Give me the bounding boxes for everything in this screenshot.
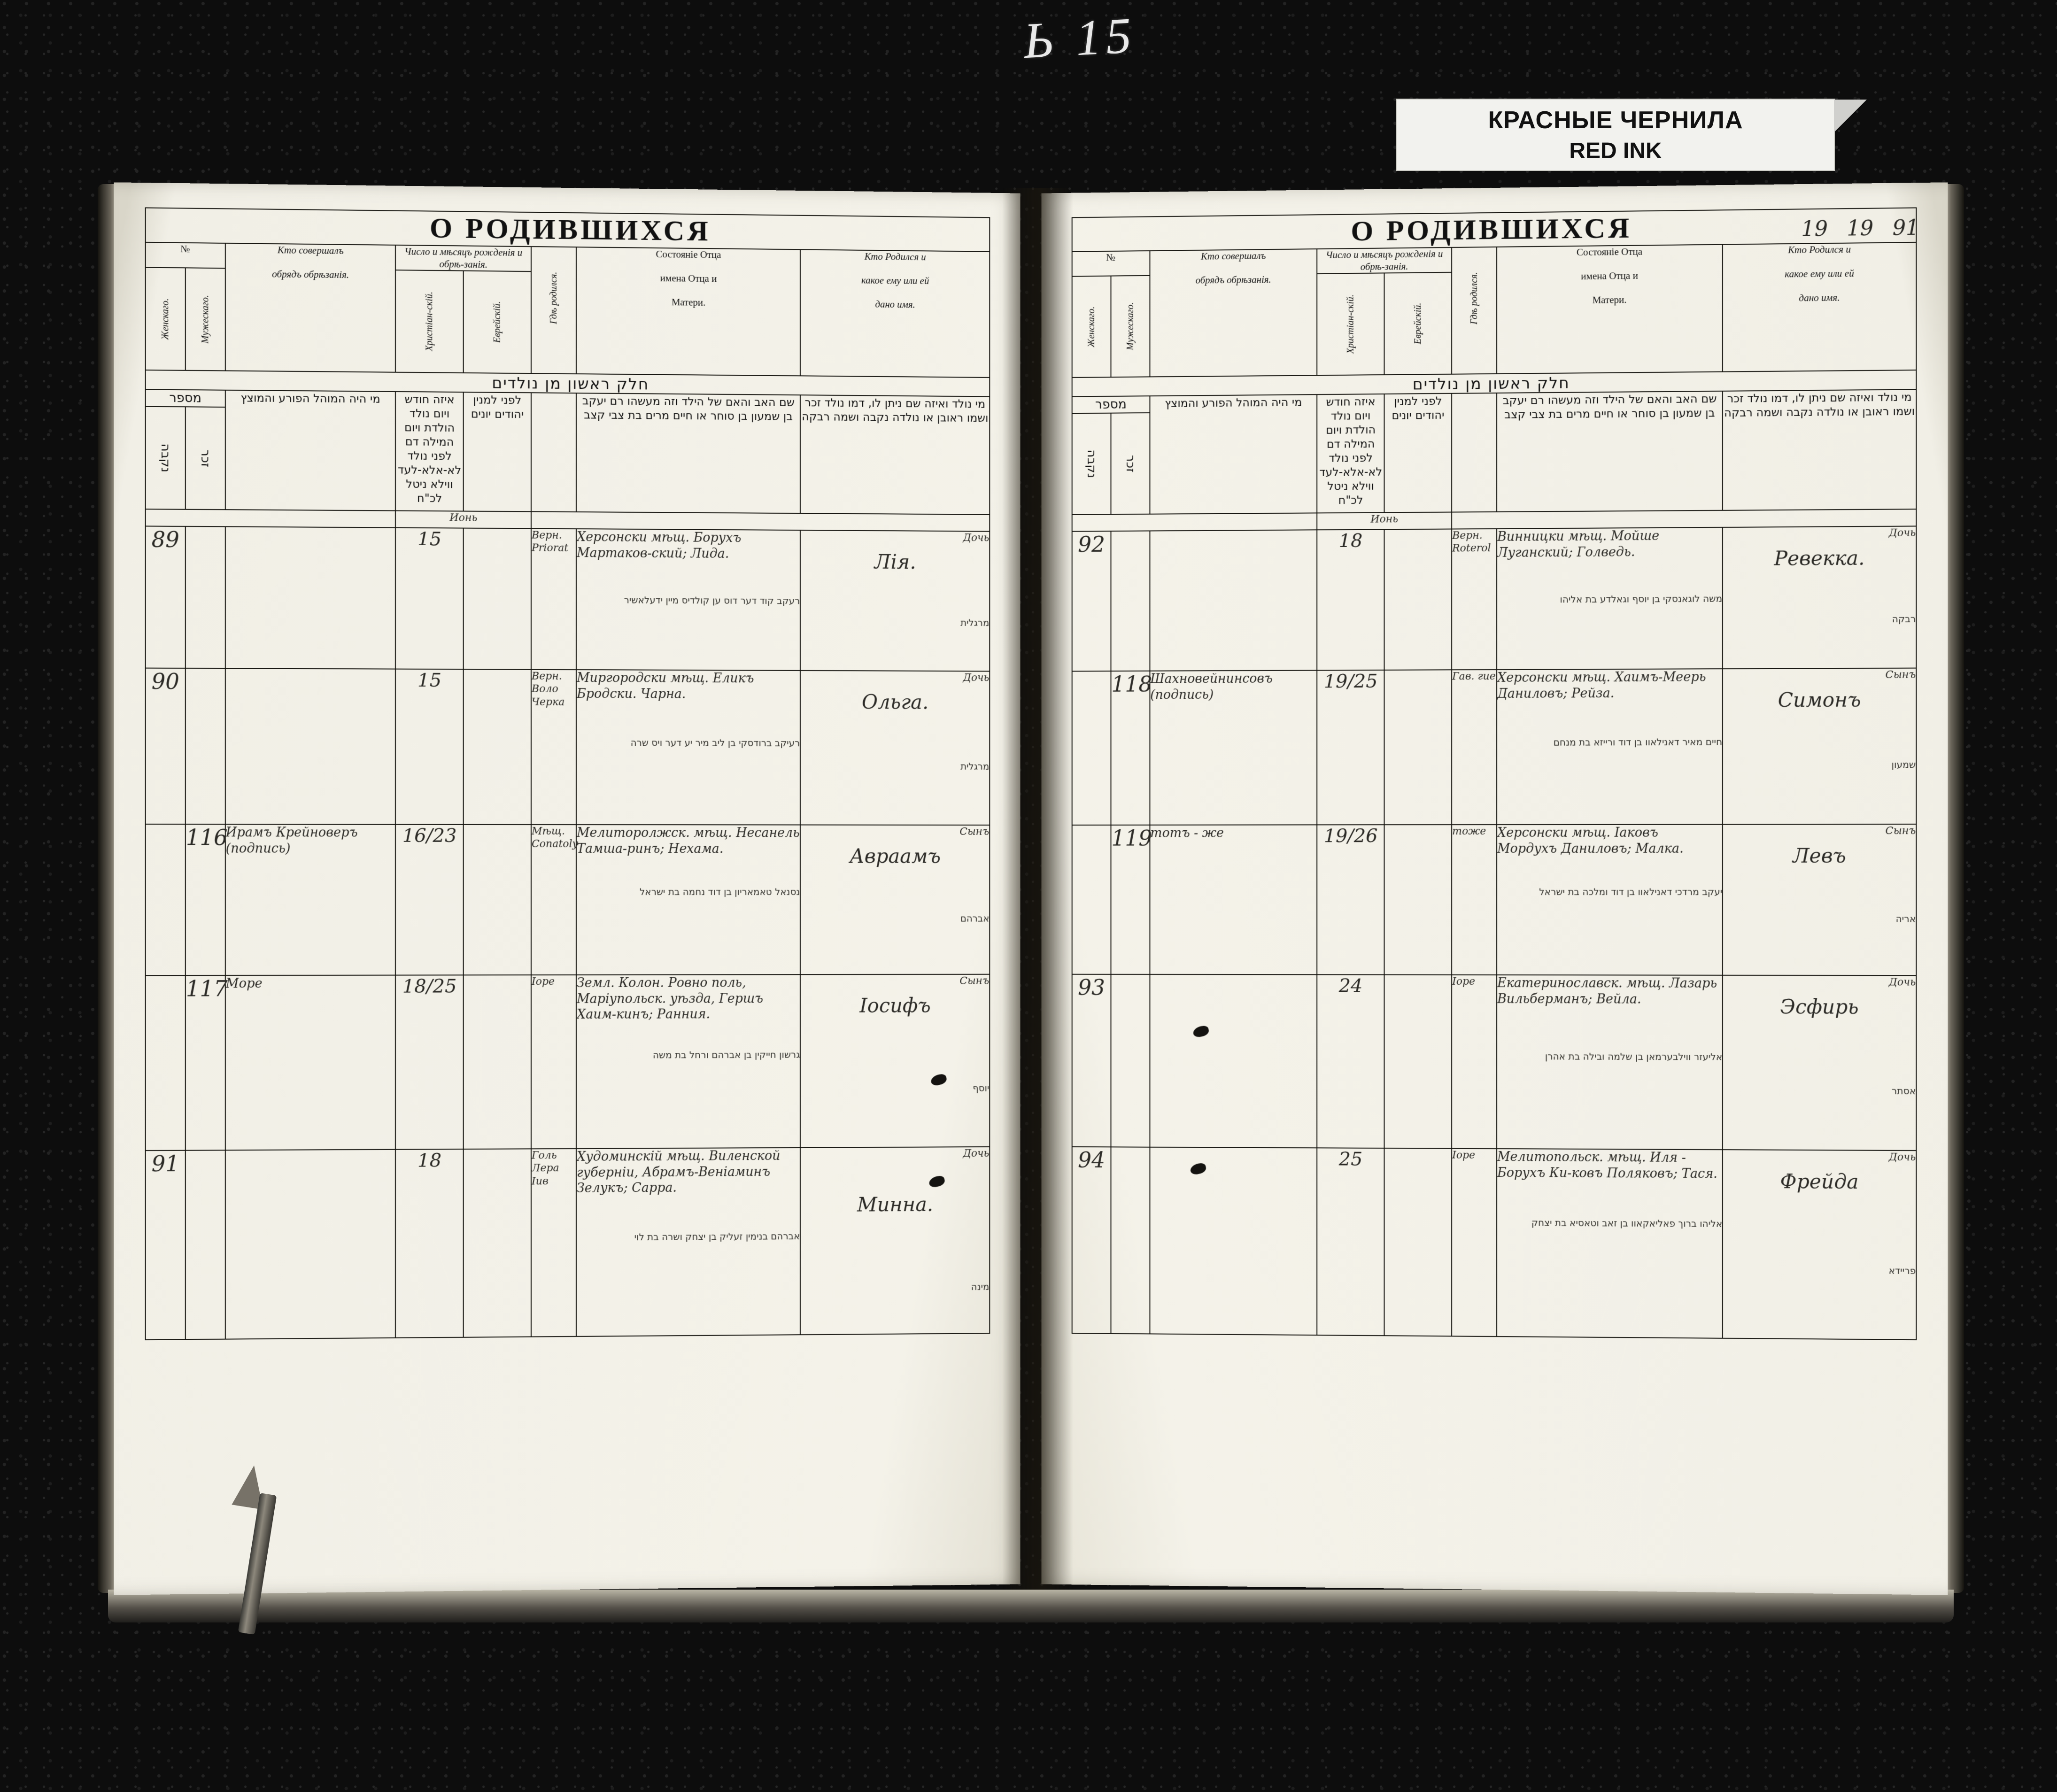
table-row-birthplace: Верн. Roterol [1452, 529, 1497, 670]
table-row-father: Худоминскій мѣщ. Виленской губерніи, Абрамъ-Веніаминъ Зелукъ; Сарра. [576, 1148, 781, 1196]
table-row-date-jewish [464, 975, 531, 1149]
table-row-number-female: 89 [146, 526, 186, 668]
header-birthplace-left: Гдѣ родился. [531, 247, 576, 374]
table-row-father: Херсонски мѣщ. Хаимъ-Меерь Даниловъ; Рейза. [1497, 670, 1706, 701]
red-ink-label-corner [1834, 100, 1867, 132]
table-row-child-label: Сынъ [959, 975, 990, 987]
table-row-date-jewish [1384, 975, 1452, 1149]
table-row-child-name: Лія. [874, 550, 916, 574]
table-row-father-cell [576, 670, 800, 825]
table-row-mohel [225, 1150, 396, 1339]
table-row-birthplace: Iоре [1452, 1149, 1497, 1336]
table-row-date-christian: 18 [1317, 529, 1384, 670]
table-row-mohel [225, 668, 396, 824]
header-father-left: Состояніе Отца имена Отца и Матери. [576, 247, 800, 376]
table-row-father-hebrew: יעקב מרדכי דאנילאוו בן דוד ומלכה בת ישראל [1539, 886, 1723, 898]
table-row-father: Миргородски мѣщ. Еликъ Бродски. Чарна. [576, 671, 754, 702]
table-row-mohel: Шахновейнинсовъ (подпись) [1150, 670, 1317, 825]
header-birthplace-right: Гдѣ родился. [1452, 247, 1497, 374]
table-row-child-label: Дочь [1888, 527, 1916, 539]
page-title-left: О РОДИВШИХСЯ [146, 208, 990, 252]
header-number-male-right: Мужескаго. [1111, 276, 1150, 377]
table-row-date-jewish [464, 528, 531, 670]
table-row-date-jewish [1384, 529, 1452, 670]
header-number-female-right: Женскаго. [1072, 276, 1111, 378]
table-row-date-jewish [464, 825, 531, 975]
table-row-number-male: 119 [1111, 825, 1150, 974]
header-date-christian-right: Христіан-скій. [1317, 273, 1384, 376]
table-row-father-hebrew: אברהם בנימין זעליק בן יצחק ושרה בת לוי [634, 1230, 800, 1243]
table-row-child-name: Ольга. [862, 690, 929, 714]
table-row-child-cell [1723, 824, 1916, 975]
table-row-child-cell [800, 825, 990, 975]
table-row-child-hebrew: רבקה [1892, 613, 1916, 625]
table-row-father: Земл. Колон. Ровно поль, Маріупольск. уѣзда, Гершъ Хаим-кинъ; Ранния. [576, 975, 764, 1022]
table-row-child-hebrew: מרגלית [960, 617, 990, 629]
heb-header-number-left: מספר [146, 390, 225, 407]
table-row-mohel: Ирамъ Крейноверъ (подпись) [225, 824, 396, 975]
table-row-child-cell [1723, 1150, 1916, 1340]
table-row-date-jewish [1384, 1148, 1452, 1336]
table-row-child-cell [800, 671, 990, 825]
table-row-birthplace: Верн. Priorat [531, 528, 576, 670]
table-row-father: Екатеринославск. мѣщ. Лазарь Вильберманъ; Вейла. [1497, 975, 1717, 1007]
table-row-child-cell [1723, 526, 1916, 669]
table-row-birthplace: Iоре [531, 975, 576, 1149]
heb-header-father-right: שם האב והאם של הילד וזה מעשהו רם יעקב בן שמעון בן סוחר או חיים מרים בת צבי קצב [1497, 391, 1723, 512]
header-number-left: № [146, 242, 225, 268]
table-row-number-female [1072, 825, 1111, 974]
heb-header-child-left: מי נולד ואיזה שם ניתן לו, דמו נולד זכר ושמו ראובן או נולדה נקבה ושמה רבקה [800, 395, 990, 514]
table-row-child-hebrew: יוסף [973, 1082, 990, 1094]
table-row-father-hebrew: אליהו ברוך פאליאקאוו בן זאב וטאסיא בת יצחק [1531, 1217, 1723, 1230]
table-row-date-jewish [464, 1149, 531, 1337]
table-row-child-hebrew: שמעון [1891, 759, 1916, 771]
month-note-spacer-right [1072, 513, 1317, 531]
table-row-father-hebrew: משה לוגאנסקי בן יוסף וגאלדע בת אליהו [1560, 593, 1723, 605]
table-row-number-female: 90 [146, 668, 186, 825]
header-child-left: Кто Родился и какое ему или ей дано имя. [800, 249, 990, 378]
table-row-birthplace: Гав. гие [1452, 670, 1497, 825]
table-row-date-christian: 19/25 [1317, 670, 1384, 825]
table-row-father: Херсонски мѣщ. Борухъ Мартаков-ский; Лида. [576, 530, 742, 561]
table-row-number-female [146, 824, 186, 975]
table-row-father-cell [1497, 975, 1723, 1150]
heb-header-date-left: איזה חודש ויום נולד הולדת ויום המילה דם לפני נולד לא-אלא-לעד ווילא ניטל לכ"ח [395, 392, 463, 511]
table-row-child-hebrew: אברהם [960, 913, 990, 924]
table-row-father-cell [1497, 669, 1723, 825]
table-row-child-label: Дочь [963, 672, 990, 684]
table-row-child-cell [1723, 975, 1916, 1151]
table-row-child-name: Симонъ [1778, 688, 1861, 712]
heb-header-number-right: מספר [1072, 396, 1150, 413]
table-row-date-christian: 16/23 [395, 825, 463, 975]
table-row-father: Винницки мѣщ. Мойше Луганский; Голведь. [1497, 528, 1660, 560]
table-row-father-hebrew: חיים מאיר דאנילאוו בן דוד ורייזא בת מנחם [1553, 736, 1723, 749]
page-left [114, 182, 1021, 1595]
page-title-right: О РОДИВШИХСЯ [1072, 208, 1917, 252]
table-row-mohel [1150, 1147, 1317, 1335]
header-date-christian-left: Христіан-скій. [395, 270, 463, 373]
header-father-right: Состояніе Отца имена Отца и Матери. [1497, 245, 1723, 374]
month-note-spacer2-left [531, 511, 990, 531]
month-note-spacer2-right [1452, 509, 1916, 529]
table-row-child-name: Ревекка. [1774, 546, 1865, 571]
table-row-number-male [186, 1150, 225, 1339]
hebrew-section-bar-right: חלק ראשון מן נולדים [1072, 370, 1917, 397]
table-row-father-hebrew: רעיקב ברודסקי בן ליב מיר יע דער ויס שרה [630, 737, 800, 749]
table-row-mohel: тотъ - же [1150, 825, 1317, 974]
table-row-birthplace: Голь Лера Iив [531, 1149, 576, 1337]
table-row-mohel [225, 526, 396, 669]
red-ink-label [1397, 100, 1834, 170]
ink-blot [1189, 1162, 1206, 1175]
heb-header-father-left: שם האב והאם של הילד וזה מעשהו רם יעקב בן שמעון בן סוחר או חיים מרים בת צבי קצב [576, 393, 800, 513]
header-date-jewish-right: Еврейскій. [1384, 272, 1452, 375]
table-row-number-female [1072, 671, 1111, 825]
heb-header-date2-left: לפני למנין יהודים יונים [464, 392, 531, 511]
table-row-number-female: 92 [1072, 531, 1111, 671]
book-edge-bottom [108, 1590, 1954, 1622]
page-right [1042, 182, 1948, 1595]
table-row-child-cell [800, 974, 990, 1148]
table-row-father: Херсонски мѣщ. Іаковъ Мордухъ Даниловъ; Малка. [1497, 825, 1684, 856]
table-row-father: Мелитопольск. мѣщ. Иля - Борухъ Ки-ковъ Поляковъ; Тася. [1497, 1150, 1717, 1182]
table-row-father-hebrew: רעקב קוד דער דוס ען קולדיס מיין ידעלאשיר [624, 595, 800, 607]
ink-blot [1192, 1025, 1209, 1038]
header-date-jewish-left: Еврейскій. [464, 271, 531, 374]
table-row-father-cell [576, 529, 800, 671]
header-mohel-right: Кто совершалъ обрядъ обрѣзанія. [1150, 249, 1317, 377]
heb-header-date-right: איזה חודש ויום נולד הולדת ויום המילה דם לפני נולד לא-אלא-לעד ווילא ניטל לכ"ח [1317, 394, 1384, 513]
page-number-2: 19 [1847, 216, 1874, 241]
heb-header-male-left: זכר [186, 407, 225, 510]
table-row-number-female: 94 [1072, 1147, 1111, 1334]
table-row-mohel [1150, 530, 1317, 671]
red-ink-label-ru: КРАСНЫЕ ЧЕРНИЛА [1488, 107, 1743, 134]
table-row-date-jewish [1384, 825, 1452, 975]
table-row-child-label: Дочь [1888, 1151, 1916, 1164]
table-row-number-male [1111, 531, 1150, 671]
table-row-child-name: Левъ [1793, 844, 1846, 868]
ink-blot [928, 1175, 945, 1189]
header-number-right: № [1072, 251, 1150, 277]
table-row-child-hebrew: אסתר [1891, 1085, 1916, 1097]
table-row-mohel [1150, 974, 1317, 1148]
table-row-child-hebrew: אריה [1895, 913, 1916, 925]
table-row-child-name: Авраамъ [850, 844, 941, 868]
red-ink-label-en: RED INK [1569, 139, 1662, 163]
heb-header-female-right: נקבה [1072, 413, 1111, 515]
month-note-right: Ионь [1317, 512, 1452, 530]
table-row-child-label: Сынъ [1885, 825, 1916, 837]
table-row-date-christian: 18 [395, 1149, 463, 1338]
table-row-date-jewish [1384, 670, 1452, 825]
table-row-father-hebrew: אליעזר ווילבערמאן בן שלמה ובילה בת אהרן [1545, 1050, 1723, 1063]
table-row-child-label: Дочь [963, 1147, 990, 1160]
table-row-father-cell [1497, 527, 1723, 670]
table-row-father-hebrew: נסנאל טאמאריון בן דוד נחמה בת ישראל [639, 886, 800, 898]
heb-header-date2-right: לפני למנין יהודים יונים [1384, 394, 1452, 513]
table-row-father-cell [576, 1148, 800, 1336]
table-row-father-cell [1497, 824, 1723, 975]
heb-header-birthplace-left [531, 393, 576, 512]
header-dates-right: Число и мѣсяцъ рожденія и обрѣ-занія. [1317, 247, 1452, 274]
table-row-child-cell [800, 1147, 990, 1335]
table-row-father-hebrew: גרשון חייקין בן אברהם ורחל בת משה [652, 1049, 800, 1061]
table-row-child-name: Фрейда [1780, 1170, 1859, 1194]
birth-register-table-right [1072, 207, 1917, 1340]
table-row-father-cell [576, 825, 800, 975]
heb-header-mohel-left: מי היה המוהל הפורע והמוצץ [225, 390, 396, 511]
month-note-spacer-left [146, 509, 396, 528]
table-row-child-name: Іосифъ [859, 994, 931, 1018]
table-row-date-christian: 19/26 [1317, 825, 1384, 974]
table-row-number-male: 117 [186, 975, 225, 1151]
heb-header-male-right: זכר [1111, 413, 1150, 514]
table-row-number-female: 91 [146, 1151, 186, 1340]
table-row-child-name: Эсфирь [1780, 995, 1859, 1019]
table-row-number-female [146, 975, 186, 1151]
table-row-child-label: Сынъ [959, 826, 990, 838]
table-row-father: Мелиторолжск. мѣщ. Несанель Тамша-ринъ; Нехама. [576, 825, 800, 856]
table-row-mohel: Море [225, 975, 396, 1151]
table-row-number-male: 118 [1111, 671, 1150, 825]
table-row-child-hebrew: מרגלית [960, 761, 990, 772]
table-row-number-female: 93 [1072, 974, 1111, 1147]
table-row-child-hebrew: מינה [971, 1281, 990, 1293]
table-row-date-christian: 15 [395, 669, 463, 825]
heb-header-mohel-right: מי היה המוהל הפורע והמוצץ [1150, 394, 1317, 514]
table-row-child-cell [1723, 668, 1916, 825]
table-row-date-jewish [464, 669, 531, 825]
table-row-child-label: Дочь [1888, 976, 1916, 989]
month-note-left: Ионь [395, 511, 531, 529]
table-row-date-christian: 15 [395, 528, 463, 669]
table-row-child-hebrew: פריידא [1888, 1265, 1916, 1277]
birth-register-table-left [145, 207, 990, 1340]
table-row-number-male: 116 [186, 824, 225, 975]
header-child-right: Кто Родился и какое ему или ей дано имя. [1723, 242, 1916, 372]
table-row-birthplace: тоже [1452, 825, 1497, 975]
table-row-father-cell [576, 974, 800, 1149]
header-mohel-left: Кто совершалъ обрядъ обрѣзанія. [225, 243, 396, 372]
heb-header-female-left: נקבה [146, 407, 186, 510]
table-row-birthplace: Верн. Воло Черка [531, 670, 576, 825]
open-register-book [117, 188, 1944, 1597]
table-row-number-male [1111, 1147, 1150, 1334]
table-row-birthplace: Iоре [1452, 975, 1497, 1149]
page-marker-handwritten: Ь 15 [1022, 7, 1137, 70]
table-row-child-name: Минна. [857, 1193, 934, 1217]
table-row-date-christian: 25 [1317, 1148, 1384, 1336]
table-row-number-male [186, 668, 225, 824]
table-row-date-christian: 24 [1317, 974, 1384, 1148]
table-row-number-male [1111, 974, 1150, 1147]
table-row-child-label: Сынъ [1885, 669, 1916, 681]
heb-header-child-right: מי נולד ואיזה שם ניתן לו, דמו נולד זכר ושמו ראובן או נולדה נקבה ושמה רבקה [1723, 390, 1916, 510]
header-number-male-left: Мужескаго. [186, 268, 225, 371]
table-row-number-male [186, 526, 225, 668]
table-row-father-cell [1497, 1149, 1723, 1338]
heb-header-birthplace-right [1452, 393, 1497, 512]
page-number-1: 19 [1801, 216, 1828, 241]
hebrew-section-bar-left: חלק ראשון מן נולדים [146, 370, 990, 397]
table-row-child-cell [800, 530, 990, 671]
page-number-3: 91 [1892, 216, 1919, 240]
header-dates-left: Число и мѣсяцъ рожденія и обрѣ-занія. [395, 245, 531, 271]
table-row-birthplace: Мѣщ. Conatoly [531, 825, 576, 975]
table-row-child-label: Дочь [963, 532, 990, 544]
header-number-female-left: Женскаго. [146, 268, 186, 371]
table-row-date-christian: 18/25 [395, 975, 463, 1149]
